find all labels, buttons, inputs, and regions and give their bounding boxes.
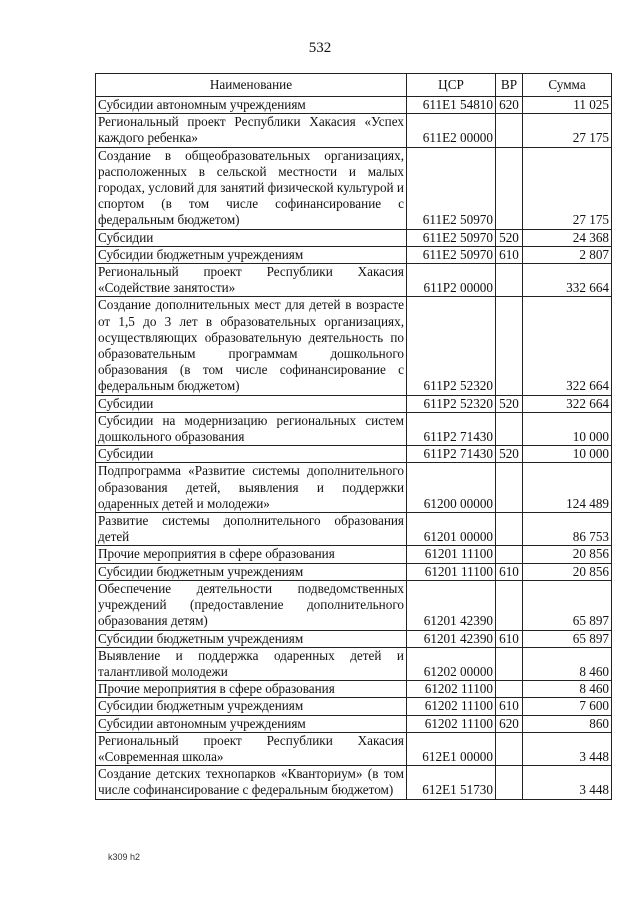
column-header-vr: ВР — [496, 74, 523, 97]
cell-vr: 520 — [496, 395, 523, 412]
table-row — [96, 630, 612, 647]
table-row — [96, 513, 612, 546]
cell-name: Региональный проект Республики Хакасия «Содействие занятости» — [96, 264, 407, 297]
cell-vr: 610 — [496, 246, 523, 263]
cell-vr: 520 — [496, 446, 523, 463]
cell-vr — [496, 114, 523, 147]
cell-csr: 611Е2 50970 — [407, 229, 496, 246]
cell-vr: 620 — [496, 97, 523, 114]
cell-vr — [496, 513, 523, 546]
table-row — [96, 647, 612, 680]
cell-csr: 61200 00000 — [407, 463, 496, 513]
table-row — [96, 463, 612, 513]
cell-sum: 332 664 — [523, 264, 612, 297]
table-row — [96, 715, 612, 732]
cell-csr: 611Е2 50970 — [407, 246, 496, 263]
cell-sum: 860 — [523, 715, 612, 732]
cell-sum: 20 856 — [523, 546, 612, 563]
cell-vr — [496, 546, 523, 563]
table-row — [96, 580, 612, 630]
cell-name: Субсидии бюджетным учреждениям — [96, 563, 407, 580]
table-row — [96, 446, 612, 463]
cell-vr — [496, 647, 523, 680]
cell-name: Выявление и поддержка одаренных детей и талантливой молодежи — [96, 647, 407, 680]
column-header-name: Наименование — [96, 74, 407, 97]
page-number: 532 — [308, 40, 332, 56]
cell-name: Субсидии — [96, 229, 407, 246]
cell-csr: 611Р2 71430 — [407, 446, 496, 463]
cell-csr: 612Е1 00000 — [407, 732, 496, 765]
cell-vr — [496, 463, 523, 513]
cell-csr: 61202 11100 — [407, 698, 496, 715]
cell-name: Создание детских технопарков «Кванториум» (в том числе софинансирование с федеральным бюджетом) — [96, 766, 407, 799]
cell-sum: 3 448 — [523, 732, 612, 765]
cell-sum: 10 000 — [523, 412, 612, 445]
cell-csr: 611Р2 52320 — [407, 297, 496, 395]
table-row — [96, 681, 612, 698]
cell-name: Субсидии автономным учреждениям — [96, 97, 407, 114]
footer-code: k309 h2 — [108, 852, 141, 862]
cell-name: Субсидии бюджетным учреждениям — [96, 698, 407, 715]
table-row — [96, 563, 612, 580]
cell-name: Прочие мероприятия в сфере образования — [96, 546, 407, 563]
cell-csr: 61201 42390 — [407, 580, 496, 630]
cell-vr: 610 — [496, 563, 523, 580]
table-row — [96, 114, 612, 147]
cell-csr: 611Р2 00000 — [407, 264, 496, 297]
table-row — [96, 395, 612, 412]
table-row — [96, 246, 612, 263]
cell-csr: 61202 11100 — [407, 681, 496, 698]
cell-name: Субсидии на модернизацию региональных систем дошкольного образования — [96, 412, 407, 445]
cell-csr: 61201 00000 — [407, 513, 496, 546]
cell-vr: 610 — [496, 698, 523, 715]
cell-vr — [496, 766, 523, 799]
cell-name: Развитие системы дополнительного образования детей — [96, 513, 407, 546]
cell-vr — [496, 580, 523, 630]
column-header-sum: Сумма — [523, 74, 612, 97]
cell-sum: 27 175 — [523, 114, 612, 147]
cell-csr: 61201 42390 — [407, 630, 496, 647]
cell-sum: 8 460 — [523, 681, 612, 698]
cell-csr: 61201 11100 — [407, 546, 496, 563]
cell-csr: 611Е2 00000 — [407, 114, 496, 147]
cell-csr: 611Е1 54810 — [407, 97, 496, 114]
cell-name: Субсидии — [96, 395, 407, 412]
cell-name: Субсидии бюджетным учреждениям — [96, 630, 407, 647]
cell-csr: 61201 11100 — [407, 563, 496, 580]
cell-name: Подпрограмма «Развитие системы дополнительного образования детей, выявления и поддержки одаренных детей и молодежи» — [96, 463, 407, 513]
cell-sum: 11 025 — [523, 97, 612, 114]
cell-name: Субсидии автономным учреждениям — [96, 715, 407, 732]
cell-csr: 61202 00000 — [407, 647, 496, 680]
cell-vr: 520 — [496, 229, 523, 246]
cell-csr: 611Р2 71430 — [407, 412, 496, 445]
table-row — [96, 97, 612, 114]
cell-sum: 86 753 — [523, 513, 612, 546]
cell-name: Создание в общеобразовательных организациях, расположенных в сельской местности и малых городах, условий для занятий физической культурой и спортом (в том числе софинансирование с федеральным бюджетом) — [96, 147, 407, 229]
budget-table — [95, 73, 612, 800]
cell-csr: 612Е1 51730 — [407, 766, 496, 799]
cell-vr — [496, 147, 523, 229]
cell-sum: 24 368 — [523, 229, 612, 246]
cell-name: Субсидии — [96, 446, 407, 463]
table-row — [96, 147, 612, 229]
cell-vr — [496, 732, 523, 765]
cell-sum: 322 664 — [523, 395, 612, 412]
table-row — [96, 546, 612, 563]
table-row — [96, 766, 612, 799]
cell-sum: 322 664 — [523, 297, 612, 395]
cell-vr: 620 — [496, 715, 523, 732]
table-row — [96, 412, 612, 445]
cell-sum: 3 448 — [523, 766, 612, 799]
cell-sum: 8 460 — [523, 647, 612, 680]
cell-sum: 7 600 — [523, 698, 612, 715]
table-header — [96, 74, 612, 97]
cell-csr: 61202 11100 — [407, 715, 496, 732]
cell-name: Субсидии бюджетным учреждениям — [96, 246, 407, 263]
cell-sum: 124 489 — [523, 463, 612, 513]
cell-vr — [496, 297, 523, 395]
cell-csr: 611Р2 52320 — [407, 395, 496, 412]
table-row — [96, 264, 612, 297]
cell-sum: 65 897 — [523, 580, 612, 630]
cell-sum: 65 897 — [523, 630, 612, 647]
cell-sum: 20 856 — [523, 563, 612, 580]
cell-vr — [496, 264, 523, 297]
cell-vr — [496, 412, 523, 445]
table-row — [96, 297, 612, 395]
table-row — [96, 732, 612, 765]
cell-sum: 27 175 — [523, 147, 612, 229]
cell-vr — [496, 681, 523, 698]
cell-vr: 610 — [496, 630, 523, 647]
cell-name: Создание дополнительных мест для детей в возрасте от 1,5 до 3 лет в образовательных организациях, осуществляющих образовательную деятельность по образовательным программам дошкольного образования (в том числе софинансирование с федеральным бюджетом) — [96, 297, 407, 395]
cell-name: Региональный проект Республики Хакасия «Успех каждого ребенка» — [96, 114, 407, 147]
cell-sum: 10 000 — [523, 446, 612, 463]
column-header-csr: ЦСР — [407, 74, 496, 97]
cell-name: Региональный проект Республики Хакасия «Современная школа» — [96, 732, 407, 765]
cell-csr: 611Е2 50970 — [407, 147, 496, 229]
table-row — [96, 229, 612, 246]
cell-sum: 2 807 — [523, 246, 612, 263]
cell-name: Прочие мероприятия в сфере образования — [96, 681, 407, 698]
cell-name: Обеспечение деятельности подведомственных учреждений (предоставление дополнительного образования детям) — [96, 580, 407, 630]
table-body — [96, 97, 612, 800]
header-row — [96, 74, 612, 97]
table-row — [96, 698, 612, 715]
